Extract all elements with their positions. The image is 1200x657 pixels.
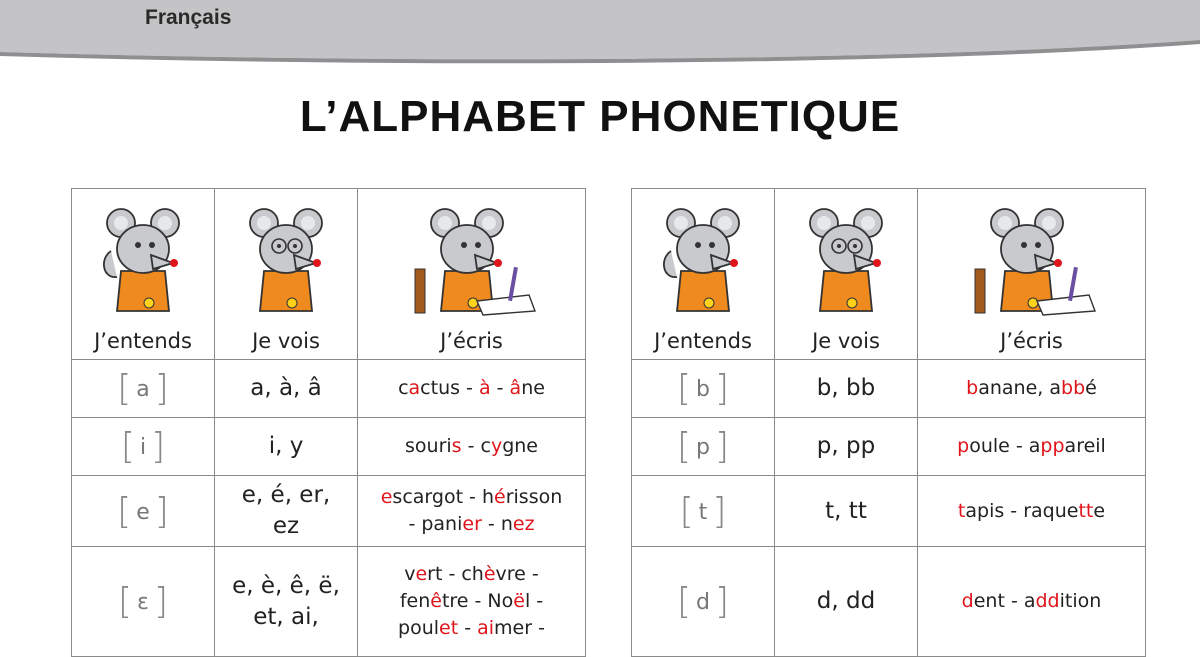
highlighted-letters: b: [966, 377, 979, 399]
example-line: [358, 511, 585, 538]
header-write-label: J’écris: [1000, 329, 1063, 353]
highlighted-letters: ez: [512, 513, 535, 535]
spelling-cell: i, y: [215, 418, 358, 476]
example-cell: [918, 476, 1146, 547]
page-title: L’ALPHABET PHONETIQUE: [299, 92, 901, 141]
spelling-text: e, è, ê, ë, et, ai,: [232, 572, 340, 630]
phoneme-symbol: p: [696, 435, 710, 460]
example-text: poul: [398, 617, 440, 639]
example-text: v: [404, 563, 416, 585]
example-text: ctus -: [420, 377, 479, 399]
example-line: [918, 375, 1145, 402]
mouse-looking-icon: [236, 199, 336, 319]
phoneme-symbol: i: [139, 435, 147, 460]
example-text: - c: [461, 435, 491, 457]
example-text: ition: [1059, 590, 1102, 612]
spelling-cell: a, à, â: [215, 360, 358, 418]
phoneme-cell: [ t ]: [632, 476, 775, 547]
mouse-listening-icon: [653, 199, 753, 319]
example-text: ne: [521, 377, 545, 399]
example-line: [918, 498, 1145, 525]
header-write: [358, 189, 586, 360]
header-write: [918, 189, 1146, 360]
example-text: -: [490, 377, 510, 399]
highlighted-letters: ê: [430, 590, 442, 612]
highlighted-letters: t: [957, 499, 966, 522]
highlighted-letters: à: [478, 377, 491, 399]
example-text: -: [458, 617, 478, 639]
phoneme-cell: [ d ]: [632, 547, 775, 657]
example-text: souri: [405, 435, 452, 457]
highlighted-letters: p: [957, 435, 970, 457]
highlighted-letters: d: [961, 590, 974, 612]
highlighted-letters: y: [490, 435, 503, 457]
mouse-writing-icon: [407, 199, 537, 319]
highlighted-letters: â: [509, 377, 522, 399]
example-cell: [918, 418, 1146, 476]
example-text: risson: [505, 486, 563, 508]
header-hear: [72, 189, 215, 360]
example-cell: [358, 547, 586, 657]
example-cell: [918, 547, 1146, 657]
phoneme-cell: [ e ]: [72, 476, 215, 547]
example-line: [358, 588, 585, 615]
mouse-looking-icon: [796, 199, 896, 319]
spelling-cell: [215, 547, 358, 657]
example-text: anane, a: [978, 377, 1062, 399]
example-text: rt - ch: [427, 563, 484, 585]
phoneme-symbol: e: [136, 499, 150, 525]
example-cell: [918, 360, 1146, 418]
spelling-text: e, é, er, ez: [241, 482, 331, 539]
example-text: - pani: [408, 513, 463, 535]
example-text: fen: [399, 590, 431, 612]
example-line: [918, 588, 1145, 615]
phoneme-symbol: b: [696, 377, 710, 402]
header-hear-label: J’entends: [654, 329, 752, 353]
example-cell: [358, 418, 586, 476]
highlighted-letters: ë: [513, 590, 525, 612]
header-see-label: Je vois: [252, 329, 320, 353]
highlighted-letters: tt: [1078, 499, 1094, 522]
highlighted-letters: e: [415, 563, 428, 585]
example-text: oule - a: [969, 435, 1041, 457]
spelling-cell: p, pp: [775, 418, 918, 476]
highlighted-letters: é: [494, 486, 506, 508]
example-line: [358, 484, 585, 511]
example-cell: [358, 360, 586, 418]
subject-label: Français: [145, 6, 232, 29]
phoneme-cell: [ i ]: [72, 418, 215, 476]
example-line: [358, 615, 585, 642]
example-text: scargot - h: [392, 486, 494, 508]
header-see-label: Je vois: [812, 329, 880, 353]
example-line: [358, 375, 585, 402]
example-line: [918, 433, 1145, 460]
highlighted-letters: è: [483, 563, 496, 585]
example-text: c: [398, 377, 409, 399]
phoneme-cell: [ p ]: [632, 418, 775, 476]
example-text: apis - raque: [965, 499, 1079, 522]
phoneme-cell: [ a ]: [72, 360, 215, 418]
mouse-writing-icon: [967, 199, 1097, 319]
example-text: gne: [502, 435, 538, 457]
phoneme-symbol: t: [698, 499, 708, 525]
phoneme-cell: [ ɛ ]: [72, 547, 215, 657]
phoneme-cell: [ b ]: [632, 360, 775, 418]
phonetic-table-right: [631, 188, 1146, 657]
header-hear-label: J’entends: [94, 329, 192, 353]
example-text: é: [1085, 377, 1097, 399]
highlighted-letters: pp: [1040, 435, 1065, 457]
header-hear: [632, 189, 775, 360]
example-line: [358, 561, 585, 588]
example-text: l -: [524, 590, 544, 612]
example-text: areil: [1064, 435, 1106, 457]
header-see: [775, 189, 918, 360]
highlighted-letters: er: [462, 513, 482, 535]
mouse-listening-icon: [93, 199, 193, 319]
example-text: ent - a: [973, 590, 1036, 612]
highlighted-letters: et: [439, 617, 459, 639]
example-text: mer -: [494, 617, 545, 639]
highlighted-letters: ai: [477, 617, 495, 639]
phoneme-symbol: d: [696, 590, 710, 615]
example-text: - n: [481, 513, 513, 535]
spelling-cell: t, tt: [775, 476, 918, 547]
header-see: [215, 189, 358, 360]
highlighted-letters: s: [451, 435, 462, 457]
example-text: tre - No: [441, 590, 514, 612]
highlighted-letters: e: [380, 486, 393, 508]
phoneme-symbol: ɛ: [137, 590, 149, 615]
spelling-cell: b, bb: [775, 360, 918, 418]
spelling-cell: d, dd: [775, 547, 918, 657]
spelling-cell: [215, 476, 358, 547]
phonetic-table-left: [71, 188, 586, 657]
example-text: e: [1093, 499, 1106, 522]
highlighted-letters: bb: [1061, 377, 1086, 399]
example-text: vre -: [495, 563, 539, 585]
example-line: [358, 433, 585, 460]
highlighted-letters: a: [408, 377, 421, 399]
phoneme-symbol: a: [136, 377, 150, 402]
highlighted-letters: dd: [1035, 590, 1060, 612]
header-write-label: J’écris: [440, 329, 503, 353]
example-cell: [358, 476, 586, 547]
